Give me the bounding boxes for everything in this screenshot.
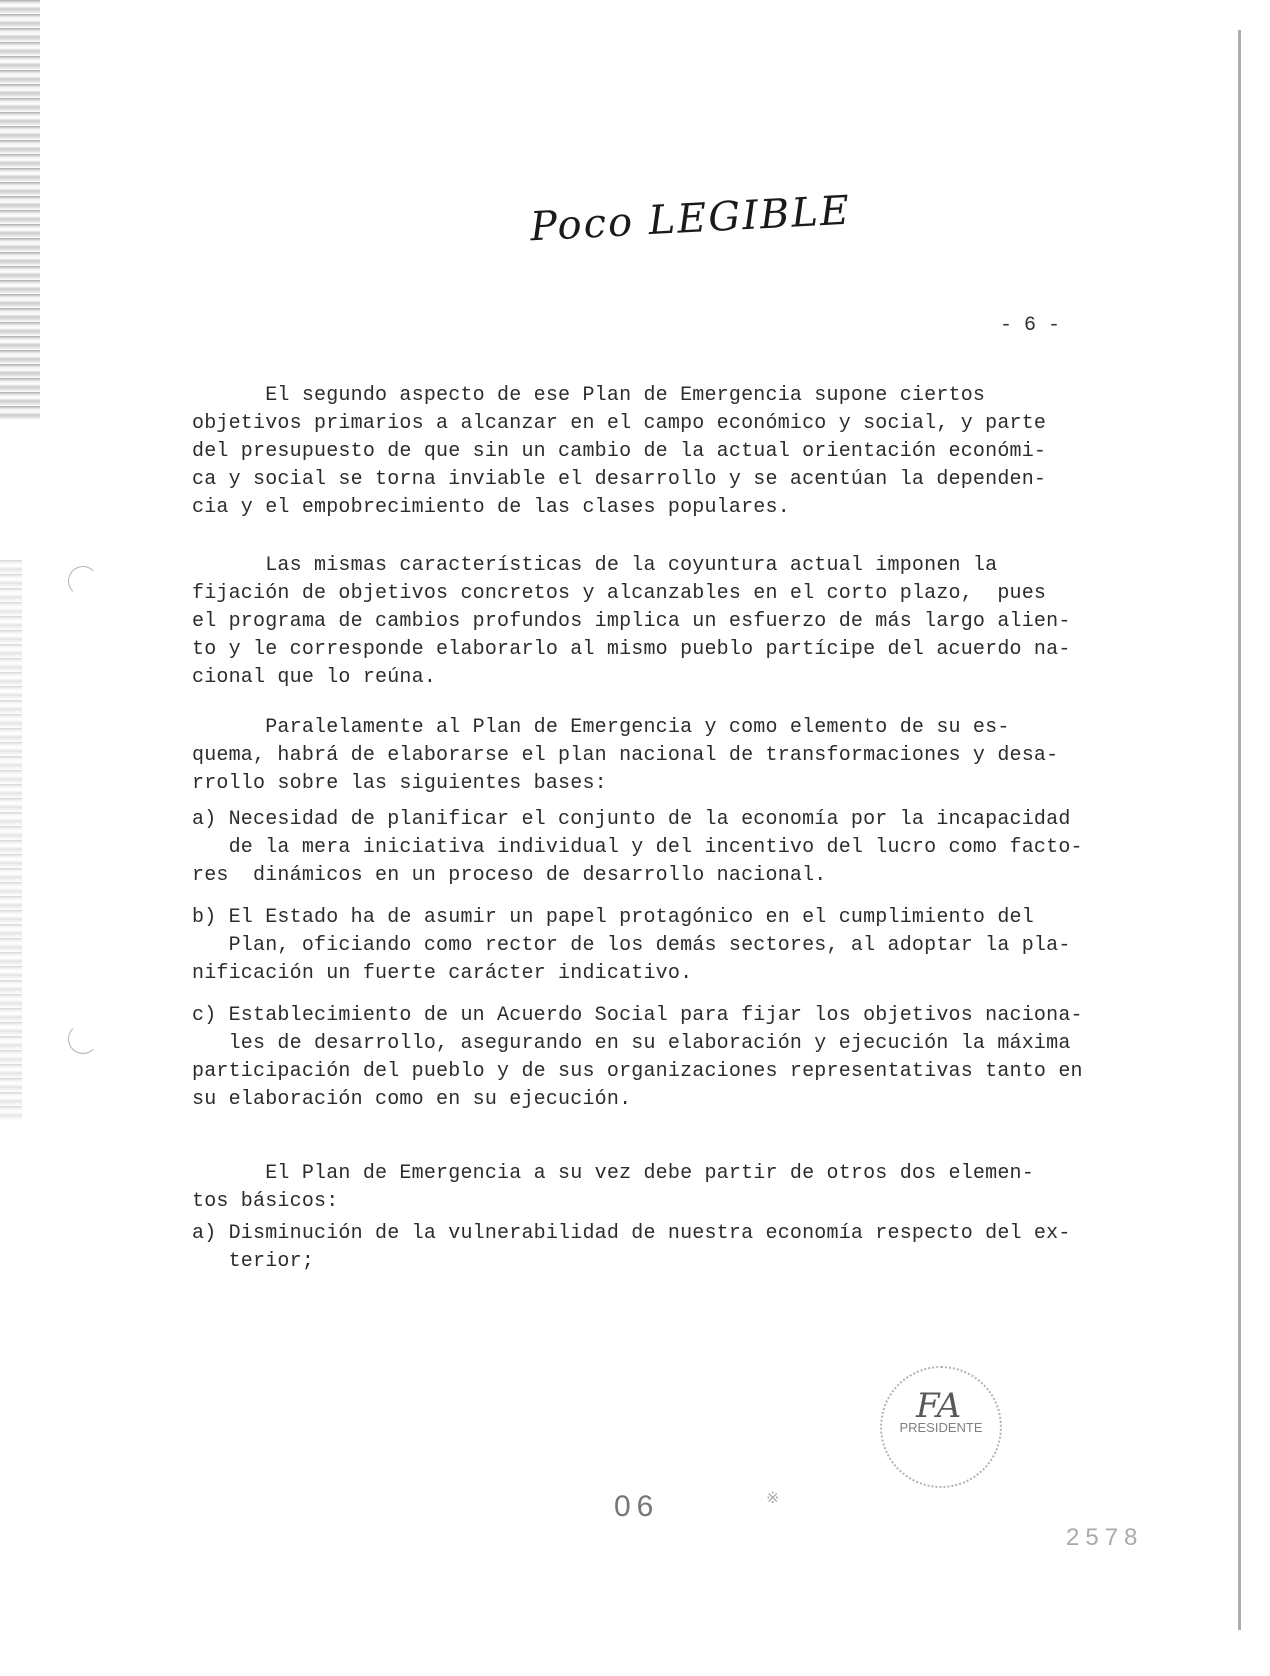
text-line: ca y social se torna inviable el desarrollo y se acentúan la dependen- [192,468,1047,491]
scan-edge-upper [0,0,40,420]
text-line: El segundo aspecto de ese Plan de Emergencia supone ciertos [192,384,986,407]
paragraph-1 [192,382,1112,522]
official-stamp [880,1366,1002,1488]
text-line: Paralelamente al Plan de Emergencia y como elemento de su es- [192,716,1010,739]
text-line: b) El Estado ha de asumir un papel protagónico en el cumplimiento del [192,906,1034,929]
text-line: rrollo sobre las siguientes bases: [192,772,607,795]
text-line: terior; [192,1250,315,1273]
text-line: El Plan de Emergencia a su vez debe partir de otros dos elemen- [192,1162,1034,1185]
text-line: les de desarrollo, asegurando en su elaboración y ejecución la máxima [192,1032,1071,1055]
text-line: to y le corresponde elaborarlo al mismo pueblo partícipe del acuerdo na- [192,638,1071,661]
punch-hole-mark-lower [68,1024,98,1054]
text-line: nificación un fuerte carácter indicativo. [192,962,693,985]
text-line: de la mera iniciativa individual y del incentivo del lucro como facto- [192,836,1083,859]
folio-mark: ※ [766,1490,780,1508]
archive-number: 2578 [1066,1524,1144,1551]
text-line: cia y el empobrecimiento de las clases populares. [192,496,790,519]
text-line: c) Establecimiento de un Acuerdo Social para fijar los objetivos naciona- [192,1004,1083,1027]
handwritten-note: Poco LEGIBLE [529,187,853,251]
list-item-b [192,904,1112,988]
list-item-basic-a [192,1220,1112,1276]
text-line: tos básicos: [192,1190,339,1213]
text-line: cional que lo reúna. [192,666,437,689]
text-line: quema, habrá de elaborarse el plan nacional de transformaciones y desa- [192,744,1059,767]
text-line: Plan, oficiando como rector de los demás sectores, al adoptar la pla- [192,934,1071,957]
paragraph-3 [192,714,1112,798]
text-line: objetivos primarios a alcanzar en el campo económico y social, y parte [192,412,1047,435]
text-line: fijación de objetivos concretos y alcanzables en el corto plazo, pues [192,582,1047,605]
text-line: Las mismas características de la coyuntura actual imponen la [192,554,998,577]
stamp-initials: FA [916,1386,962,1426]
text-line: participación del pueblo y de sus organizaciones representativas tanto en [192,1060,1083,1083]
paragraph-2 [192,552,1112,692]
folio-number: 06 [614,1490,660,1523]
scan-edge-lower [0,560,22,1120]
text-line: res dinámicos en un proceso de desarrollo nacional. [192,864,827,887]
list-item-c [192,1002,1112,1114]
text-line: su elaboración como en su ejecución. [192,1088,632,1111]
scan-edge-right [1238,30,1241,1630]
stamp-text: PRESIDENTE [899,1420,983,1435]
list-item-a [192,806,1112,890]
paragraph-4 [192,1160,1112,1216]
text-line: del presupuesto de que sin un cambio de la actual orientación económi- [192,440,1047,463]
text-line: el programa de cambios profundos implica un esfuerzo de más largo alien- [192,610,1071,633]
text-line: a) Necesidad de planificar el conjunto de la economía por la incapacidad [192,808,1071,831]
punch-hole-mark-upper [68,566,98,596]
text-line: a) Disminución de la vulnerabilidad de nuestra economía respecto del ex- [192,1222,1071,1245]
page-number: - 6 - [1000,314,1061,337]
